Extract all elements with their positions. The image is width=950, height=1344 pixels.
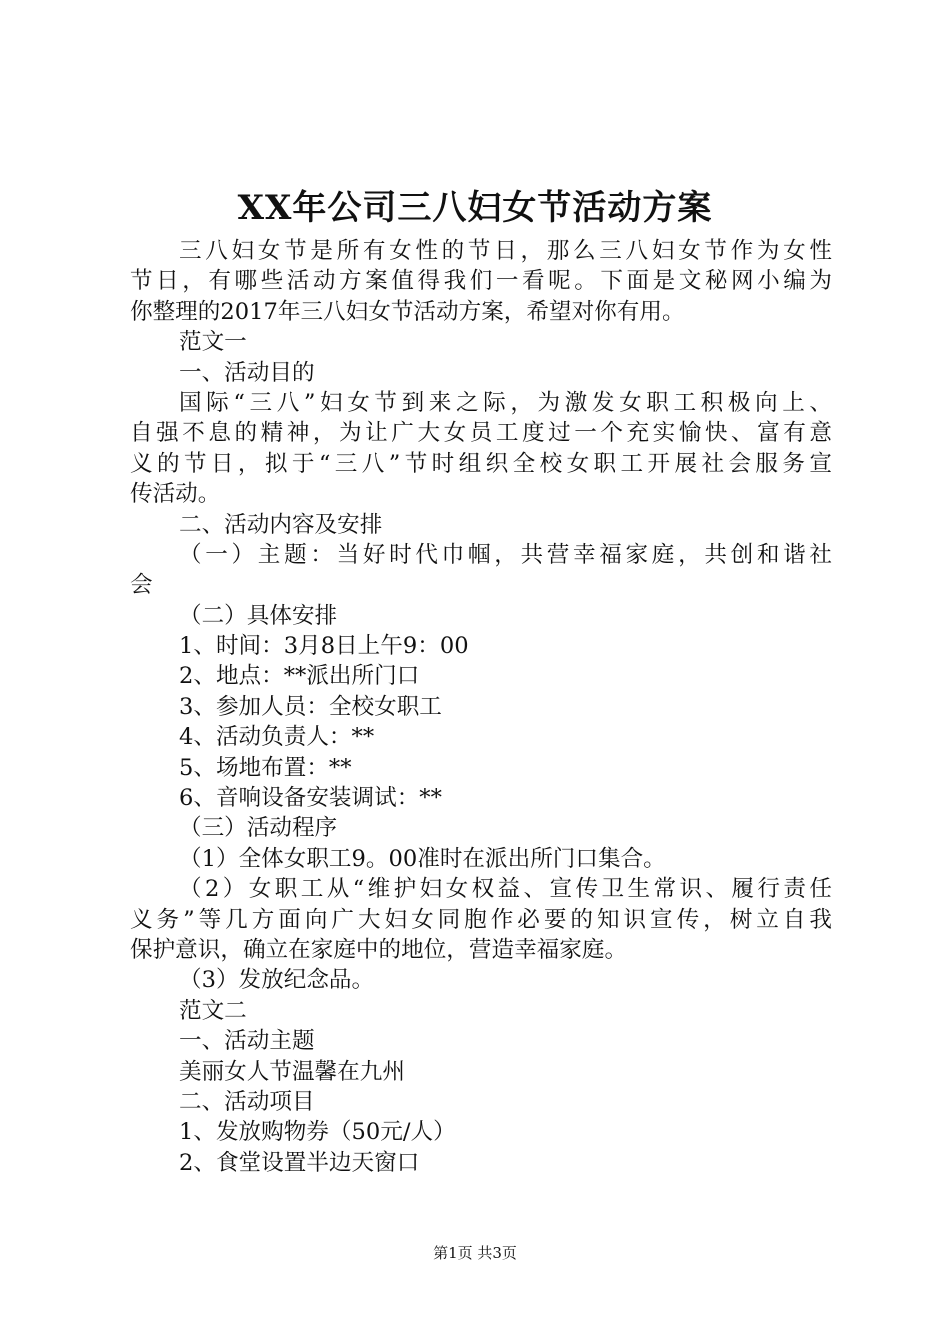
text-line: 2、食堂设置半边天窗口 bbox=[179, 1149, 420, 1176]
text-line: （二）具体安排 bbox=[179, 602, 338, 629]
text-line: 1、时间：3月8日上午9：00 bbox=[179, 633, 469, 660]
text-line: （1）全体女职工9。00准时在派出所门口集合。 bbox=[179, 845, 666, 872]
text-line: 一、活动目的 bbox=[179, 359, 315, 386]
text-line: 传活动。 bbox=[130, 481, 221, 508]
text-line: 4、活动负责人：** bbox=[179, 724, 375, 751]
text-line: 二、活动项目 bbox=[179, 1088, 315, 1115]
text-line: 你整理的2017年三八妇女节活动方案，希望对你有用。 bbox=[130, 298, 685, 325]
text-line: 二、活动内容及安排 bbox=[179, 511, 383, 538]
text-line: 会 bbox=[130, 572, 153, 599]
text-line: 5、场地布置：** bbox=[179, 754, 352, 781]
text-line: （3）发放纪念品。 bbox=[179, 967, 375, 994]
text-line: （三）活动程序 bbox=[179, 815, 338, 842]
text-line: 6、音响设备安装调试：** bbox=[179, 785, 442, 812]
text-line: 自强不息的精神，为让广大女员工度过一个充实愉快、富有意 bbox=[130, 420, 832, 447]
text-line: 2、地点：**派出所门口 bbox=[179, 663, 420, 690]
text-line: （2）女职工从“维护妇女权益、宣传卫生常识、履行责任 bbox=[179, 876, 832, 903]
document-title: XX年公司三八妇女节活动方案 bbox=[237, 188, 713, 228]
text-line: 范文一 bbox=[179, 329, 247, 356]
text-line: 义务”等几方面向广大妇女同胞作必要的知识宣传，树立自我 bbox=[130, 906, 832, 933]
page-footer: 第1页 共3页 bbox=[433, 1244, 517, 1262]
text-line: 3、参加人员：全校女职工 bbox=[179, 693, 442, 720]
text-line: 义的节日，拟于“三八”节时组织全校女职工开展社会服务宣 bbox=[130, 450, 832, 477]
text-line: 一、活动主题 bbox=[179, 1028, 315, 1055]
text-line: 三八妇女节是所有女性的节日，那么三八妇女节作为女性 bbox=[179, 238, 832, 264]
text-line: 保护意识，确立在家庭中的地位，营造幸福家庭。 bbox=[130, 936, 628, 963]
text-line: 美丽女人节温馨在九州 bbox=[179, 1058, 405, 1085]
text-line: （一）主题：当好时代巾帼，共营幸福家庭，共创和谐社 bbox=[179, 541, 832, 568]
document-body bbox=[130, 236, 832, 1178]
text-line: 节日，有哪些活动方案值得我们一看呢。下面是文秘网小编为 bbox=[130, 268, 832, 295]
text-line: 范文二 bbox=[179, 997, 247, 1024]
text-line: 国际“三八”妇女节到来之际，为激发女职工积极向上、 bbox=[179, 389, 832, 416]
text-line: 1、发放购物券（50元/人） bbox=[179, 1119, 456, 1146]
